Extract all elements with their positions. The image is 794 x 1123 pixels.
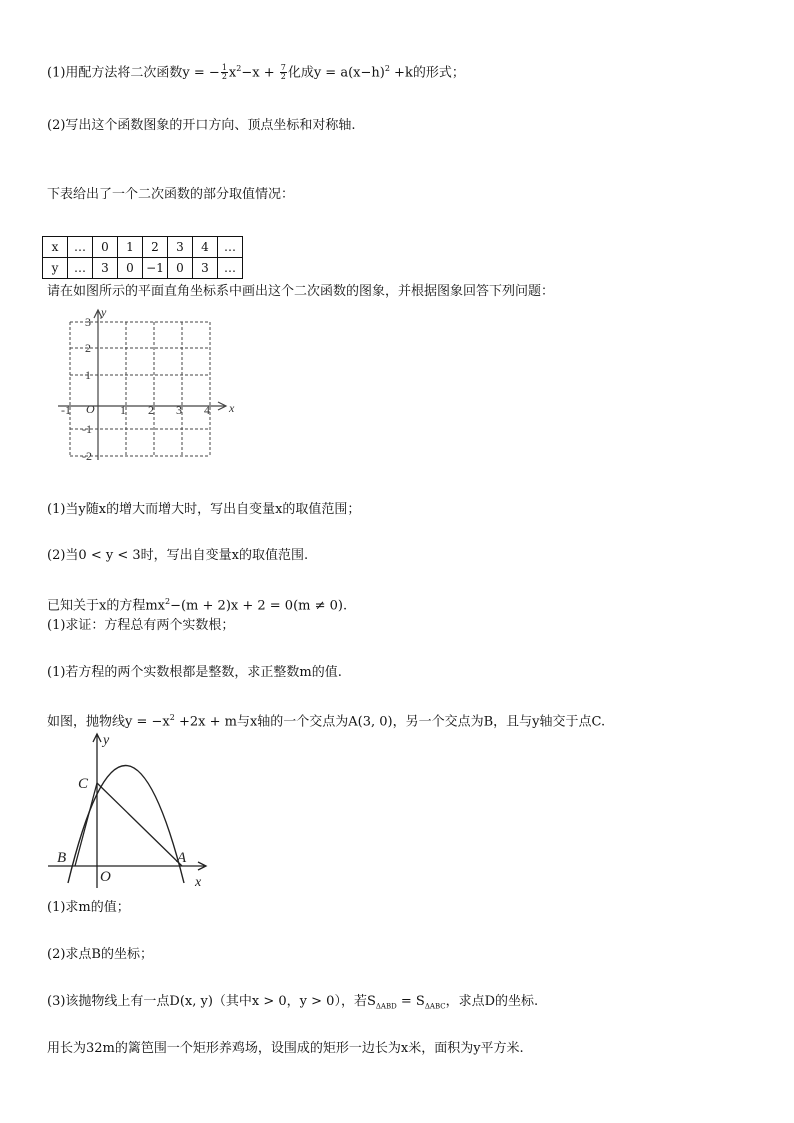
table-cell: 4: [193, 237, 218, 258]
x-tick-label: 2: [148, 403, 154, 417]
point-b-label: B: [57, 850, 67, 866]
coordinate-grid: [58, 306, 238, 466]
segment-bc: [75, 783, 97, 866]
table-cell: 1: [118, 237, 143, 258]
fraction-seven-halves: $\frac{7}{2}$: [280, 63, 286, 82]
table-cell: 3: [168, 237, 193, 258]
table-cell: 0: [93, 237, 118, 258]
table-cell: …: [218, 258, 243, 279]
point-c-label: C: [78, 776, 89, 792]
q4-part3: (3)该抛物线上有一点D(x, y)（其中x > 0，y > 0），若$S_{\Delta ABD} = S_{\Delta ABC}$，求点D的坐标.: [47, 994, 539, 1011]
x-tick-label: -1: [61, 403, 71, 417]
fraction-half: $\frac{1}{2}$: [221, 63, 227, 82]
table-row: [43, 258, 243, 279]
table-cell: …: [218, 237, 243, 258]
point-a-label: A: [177, 850, 187, 866]
y-tick-label: 3: [85, 315, 91, 329]
q2-part1: (1)当y随x的增大而增大时，写出自变量x的取值范围；: [47, 502, 361, 517]
q2-part2: (2)当0 < y < 3时，写出自变量x的取值范围.: [47, 548, 309, 563]
q1-part1: (1)用配方法将二次函数y = − $\frac{1}{2}$ $x^2-x$ + $\frac{7}{2}$ 化成$y = a(x-h)^2 +k$的形式；: [47, 63, 465, 82]
x-tick-label: 1: [120, 403, 126, 417]
segment-ca: [97, 783, 182, 866]
q5-text: 用长为32m的篱笆围一个矩形养鸡场，设围成的矩形一边长为x米，面积为y平方米.: [47, 1041, 524, 1056]
parabola-figure: [40, 728, 220, 894]
x-axis-label: x: [229, 401, 235, 415]
q1-part2: (2)写出这个函数图象的开口方向、顶点坐标和对称轴.: [47, 118, 356, 133]
q4-part1: (1)求m的值；: [47, 900, 130, 915]
table-cell: 3: [193, 258, 218, 279]
q4-part2: (2)求点B的坐标；: [47, 947, 153, 962]
origin-label: O: [86, 402, 95, 416]
table-cell: 0: [168, 258, 193, 279]
x-tick-label: 3: [176, 403, 182, 417]
y-tick-label: 2: [85, 341, 91, 355]
q2-instruction: 请在如图所示的平面直角坐标系中画出这个二次函数的图象，并根据图象回答下列问题：: [47, 284, 555, 299]
table-row: [43, 237, 243, 258]
y-tick-label: 1: [85, 368, 91, 382]
table-cell: 0: [118, 258, 143, 279]
q4-intro: 如图，抛物线$y = -x^2 +2x + m$与x轴的一个交点为A(3, 0)，另一个交点为B，且与y轴交于点C.: [47, 713, 606, 730]
y-axis-label: y: [101, 306, 107, 319]
table-cell: 3: [93, 258, 118, 279]
q3-intro: 已知关于x的方程$mx^2-(m + 2)x + 2 = 0(m \ne 0)$.: [47, 597, 348, 614]
y-axis-label: y: [103, 733, 110, 748]
q2-intro: 下表给出了一个二次函数的部分取值情况：: [47, 187, 295, 202]
y-tick-label: -2: [82, 449, 92, 463]
x-tick-label: 4: [204, 403, 210, 417]
q3-part1: (1)求证：方程总有两个实数根；: [47, 618, 235, 633]
origin-label: O: [100, 869, 111, 885]
table-cell: …: [68, 258, 93, 279]
value-table: [42, 236, 243, 279]
table-cell: x: [43, 237, 68, 258]
table-cell: y: [43, 258, 68, 279]
y-tick-label: -1: [82, 422, 92, 436]
x-axis-label: x: [195, 875, 202, 890]
table-cell: 2: [143, 237, 168, 258]
table-cell: −1: [143, 258, 168, 279]
q3-part2: (1)若方程的两个实数根都是整数，求正整数m的值.: [47, 665, 342, 680]
table-cell: …: [68, 237, 93, 258]
